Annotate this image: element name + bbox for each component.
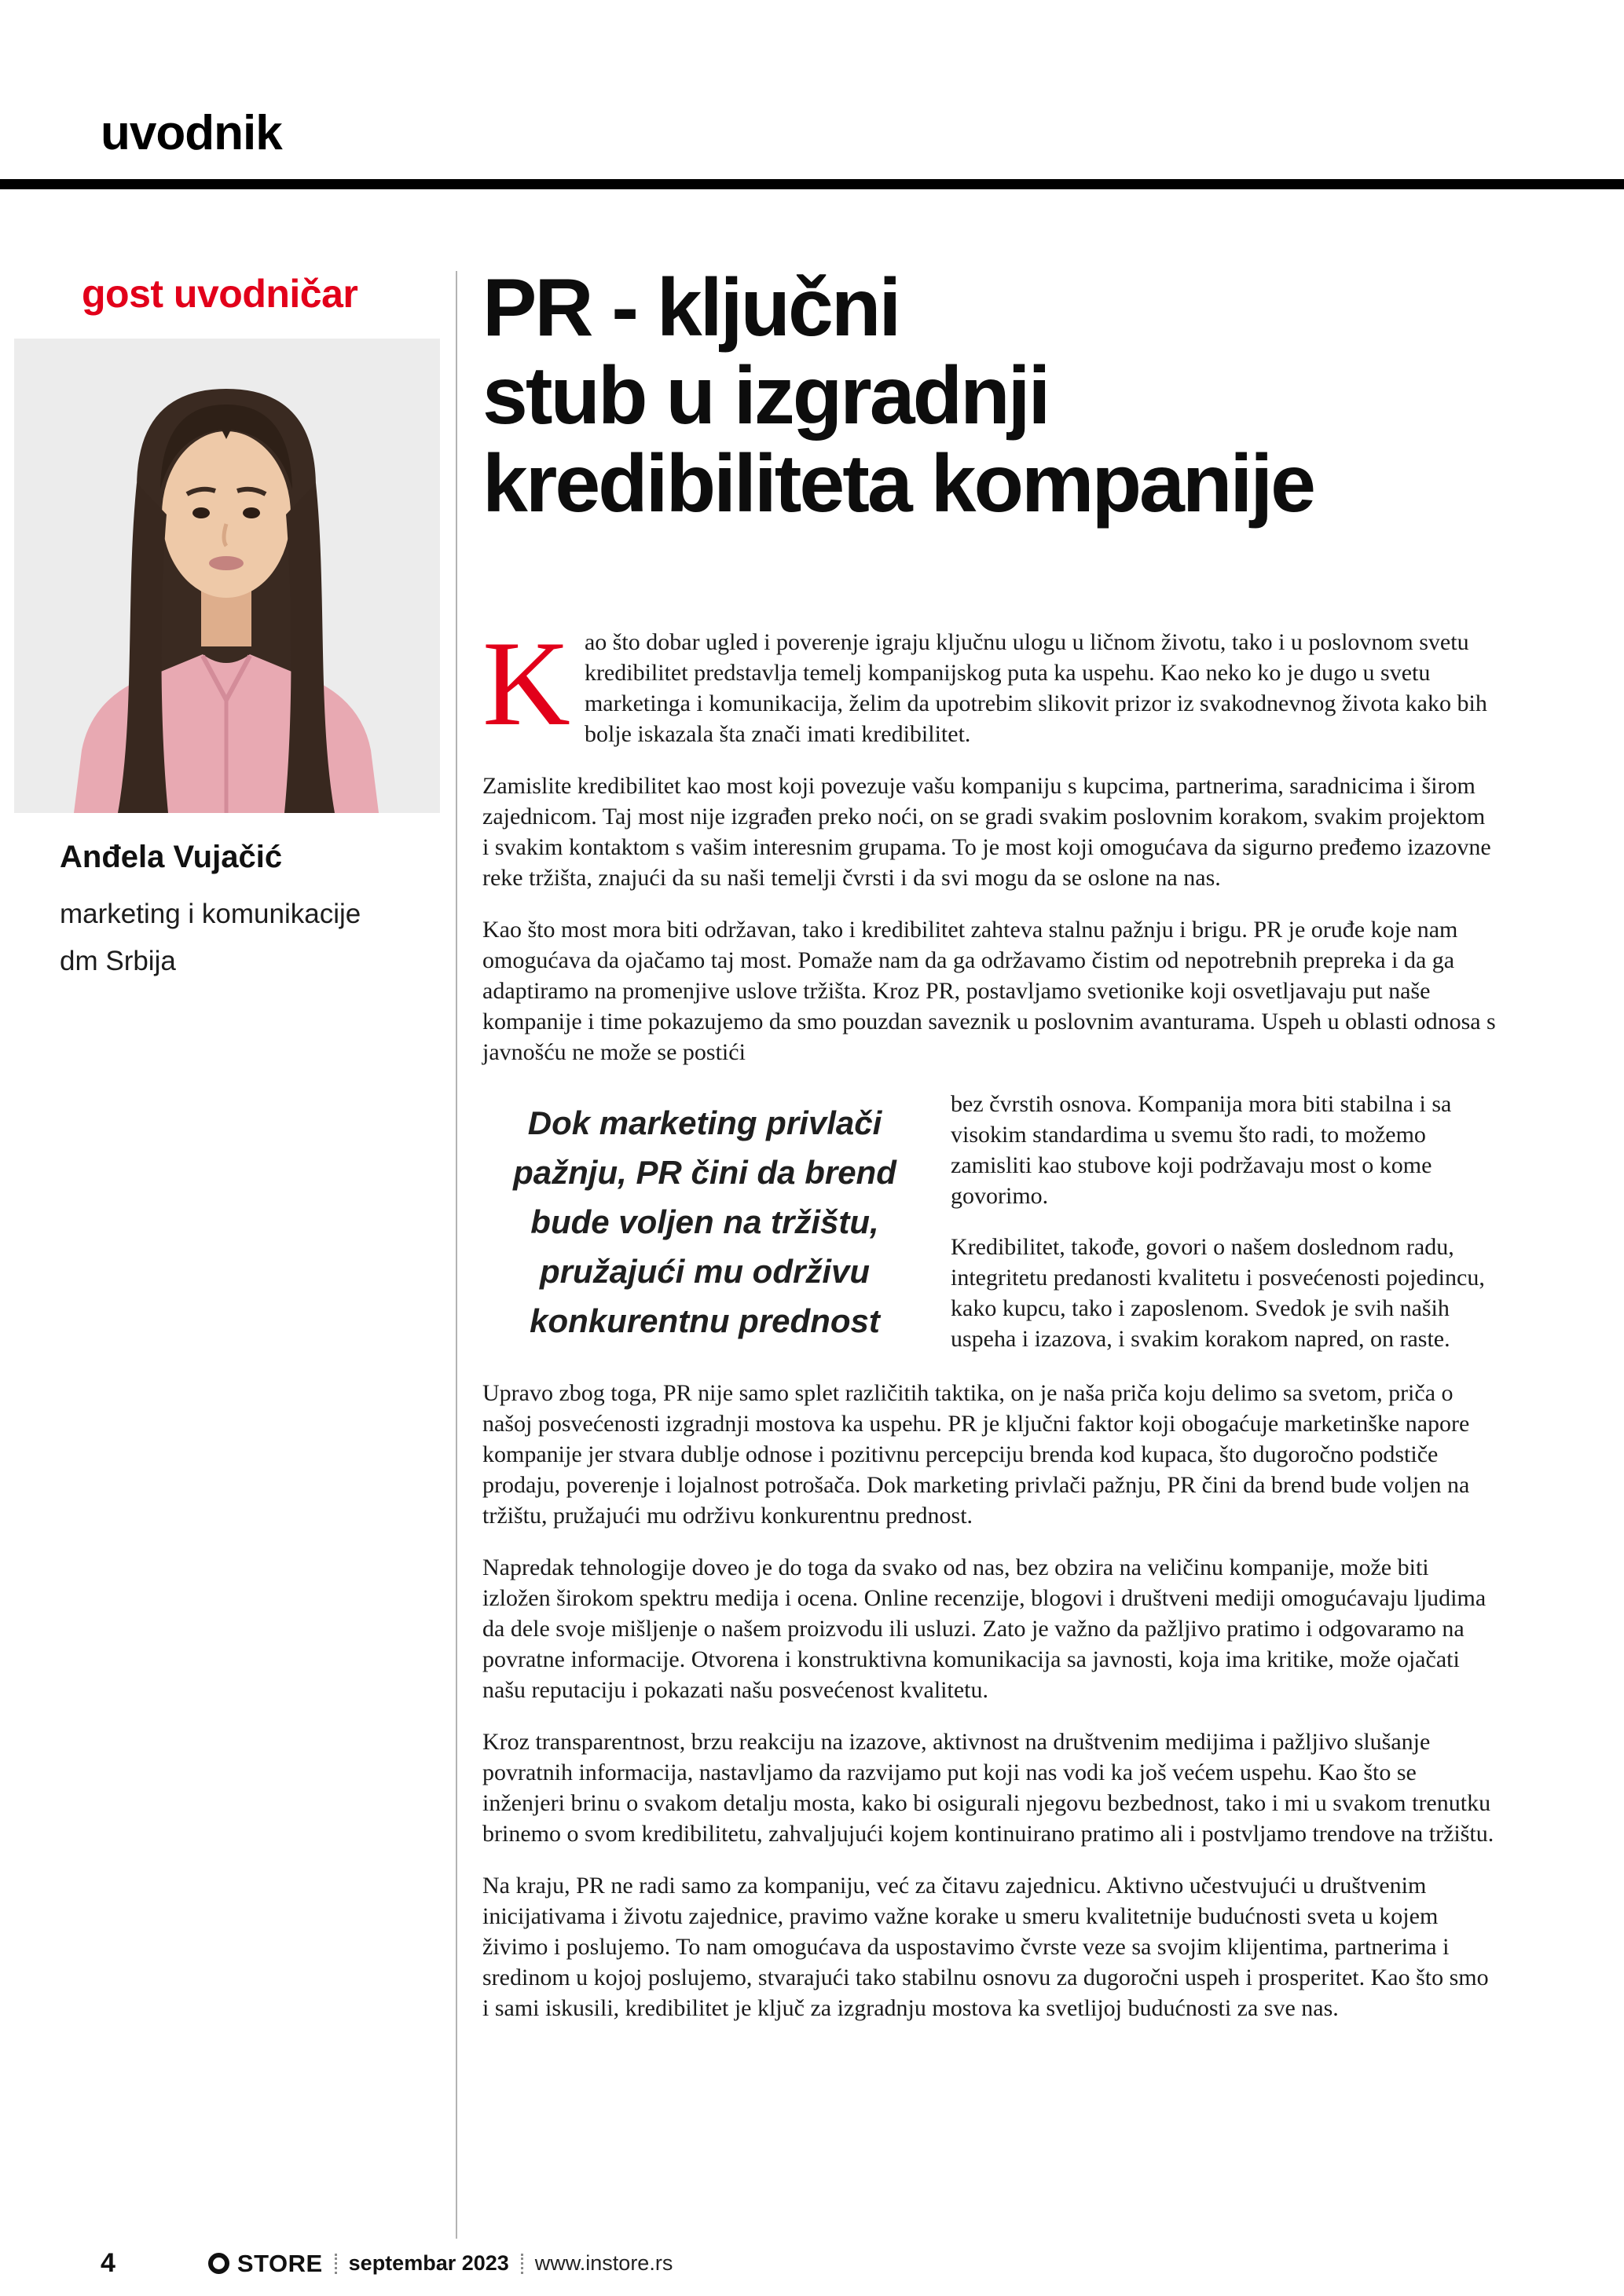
article-paragraph: Kredibilitet, takođe, govori o našem doslednom radu, integritetu predanosti kvalitetu i posvećenosti pojedincu, kako kupcu, tako i zaposlenom. Svedok je svih naših uspeha i izazova, i svakim korakom napred, on raste. xyxy=(951,1234,1485,1352)
quote-row xyxy=(509,1089,1498,1375)
instore-logo xyxy=(208,2250,323,2278)
lead-text: ao što dobar ugled i poverenje igraju ključnu ulogu u ličnom životu, tako i u poslovnom svetu kredibilitet predstavlja temelj kompanijskog puta ka uspehu. Kao neko ko je dugo u svetu marketinga i komunikacija, želim da upotrebim slikovit prizor iz svakodnevnog života kako bih bolje iskazala šta znači imati kredibilitet. xyxy=(584,629,1487,747)
website-link[interactable]: www.instore.rs xyxy=(534,2251,673,2275)
footer-divider xyxy=(335,2254,337,2274)
title-line-3: kredibiliteta kompanije xyxy=(482,438,1314,529)
article-paragraph: Kao što most mora biti održavan, tako i kredibilitet zahteva stalnu pažnju i brigu. PR je oruđe koje nam omogućava da ojačamo taj most. Pomaže nam da ga održavamo čistim od nepotrebnih prepreka i da ga adaptiramo na promenjive uslove tržišta. Kroz PR, postavljamo svetionike koji osvetljavaju put naše kompanije i time pokazujemo da smo pouzdan saveznik u poslovnim avanturama. Uspeh u oblasti odnosa s javnošću ne može se postići xyxy=(482,917,1496,1065)
lips xyxy=(209,556,244,570)
section-label: uvodnik xyxy=(101,106,282,160)
dropcap-letter: K xyxy=(482,616,570,751)
author-company: dm Srbija xyxy=(60,946,176,976)
article-paragraph: Kroz transparentnost, brzu reakciju na izazove, aktivnost na društvenim medijima i pažljivo slušanje povratnih informacija, nastavljamo da razvijamo put koji nas vodi ka još većem uspehu. Kao što se inženjeri brinu o svakom detalju mosta, kako bi osigurali njegovu bezbednost, tako i mi u svakom trenutku brinemo o svom kredibilitetu, zahvaljujući kojem kontinuirano pratimo ali i postvljamo trendove na tržištu. xyxy=(482,1729,1494,1847)
article-paragraph: Upravo zbog toga, PR nije samo splet različitih taktika, on je naša priča koju delimo sa svetom, priča o našoj posvećenosti izgradnji mostova ka uspehu. PR je ključni faktor koji obogaćuje marketinške napore kompanije jer stvara dublje odnose i pozitivnu percepciju brenda kod kupaca, što dugoročno podstiče prodaju, poverenje i lojalnost potrošača. Dok marketing privlači pažnju, PR čini da brend bude voljen na tržištu, pružajući mu održivu konkurentnu prednost. xyxy=(482,1380,1470,1529)
eye-left xyxy=(192,507,210,518)
author-role: marketing i komunikacije xyxy=(60,899,361,929)
quote-wrap-column xyxy=(951,1089,1498,1375)
page-footer xyxy=(101,2248,673,2279)
page-number: 4 xyxy=(101,2248,115,2278)
instore-logo-icon xyxy=(208,2253,229,2274)
article-paragraph: bez čvrstih osnova. Kompanija mora biti stabilna i sa visokim standardima u svemu što radi, to možemo zamisliti kao stubove koji podržavaju most o kome govorimo. xyxy=(951,1091,1452,1209)
top-rule xyxy=(0,179,1624,189)
face xyxy=(162,431,291,598)
issue-date: septembar 2023 xyxy=(348,2251,509,2275)
author-sidebar xyxy=(0,271,444,977)
kicker-label: gost uvodničar xyxy=(82,272,358,316)
author-photo xyxy=(14,339,440,813)
eye-right xyxy=(243,507,260,518)
pullquote: Dok marketing privlači pažnju, PR čini da brend bude voljen na tržištu, pružajući mu održivu konkurentnu prednost xyxy=(513,1104,896,1339)
footer-divider xyxy=(521,2254,523,2274)
brand-name: STORE xyxy=(236,2249,323,2277)
article-paragraph: Zamislite kredibilitet kao most koji povezuje vašu kompaniju s kupcima, partnerima, saradnicima i širom zajednicom. Taj most nije izgrađen preko noći, on se gradi svakim poslovnim korakom, svakim projektom i svakim kontaktom s vašim interesnim grupama. To je most koji omogućava da sigurno pređemo izazovne reke tržišta, znajući da su naši temelji čvrsti i da svi mogu da se oslone na nas. xyxy=(482,773,1491,891)
title-line-1: PR - ključni xyxy=(482,262,900,353)
article-paragraph: Napredak tehnologije doveo je do toga da svako od nas, bez obzira na veličinu kompanije, može biti izložen širokom spektru medija i ocena. Online recenzije, blogovi i društveni mediji omogućavaju ljudima da dele svoje mišljenje o našem proizvodu ili usluzi. Zato je važno da pažljivo pratimo i odgovaramo na povratne informacije. Otvorena i konstruktivna komunikacija sa javnosti, koja ima kritike, može ojačati našu reputaciju i pokazati našu posvećenost kvalitetu. xyxy=(482,1554,1487,1703)
article-title xyxy=(482,264,1498,528)
author-name: Anđela Vujačić xyxy=(60,840,283,874)
article-paragraph: Na kraju, PR ne radi samo za kompaniju, već za čitavu zajednicu. Aktivno učestvujući u društvenim inicijativama i životu zajednice, pravimo važne korake u smeru kvalitetnije budućnosti sveta u kojem živimo i poslujemo. To nam omogućava da uspostavimo čvrste veze sa svojim klijentima, partnerima i sredinom u kojoj poslujemo, stvarajući tako stabilnu osnovu za dugoročni uspeh i prosperitet. Kao što smo i sami iskusili, kredibilitet je ključ za izgradnju mostova ka svetlijoj budućnosti za sve nas. xyxy=(482,1873,1489,2021)
column-divider xyxy=(456,271,457,2239)
article-body xyxy=(482,264,1498,2045)
title-line-2: stub u izgradnji xyxy=(482,350,1049,441)
author-portrait-illustration xyxy=(14,339,440,813)
lead-paragraph xyxy=(482,616,1498,751)
nose xyxy=(224,524,226,546)
